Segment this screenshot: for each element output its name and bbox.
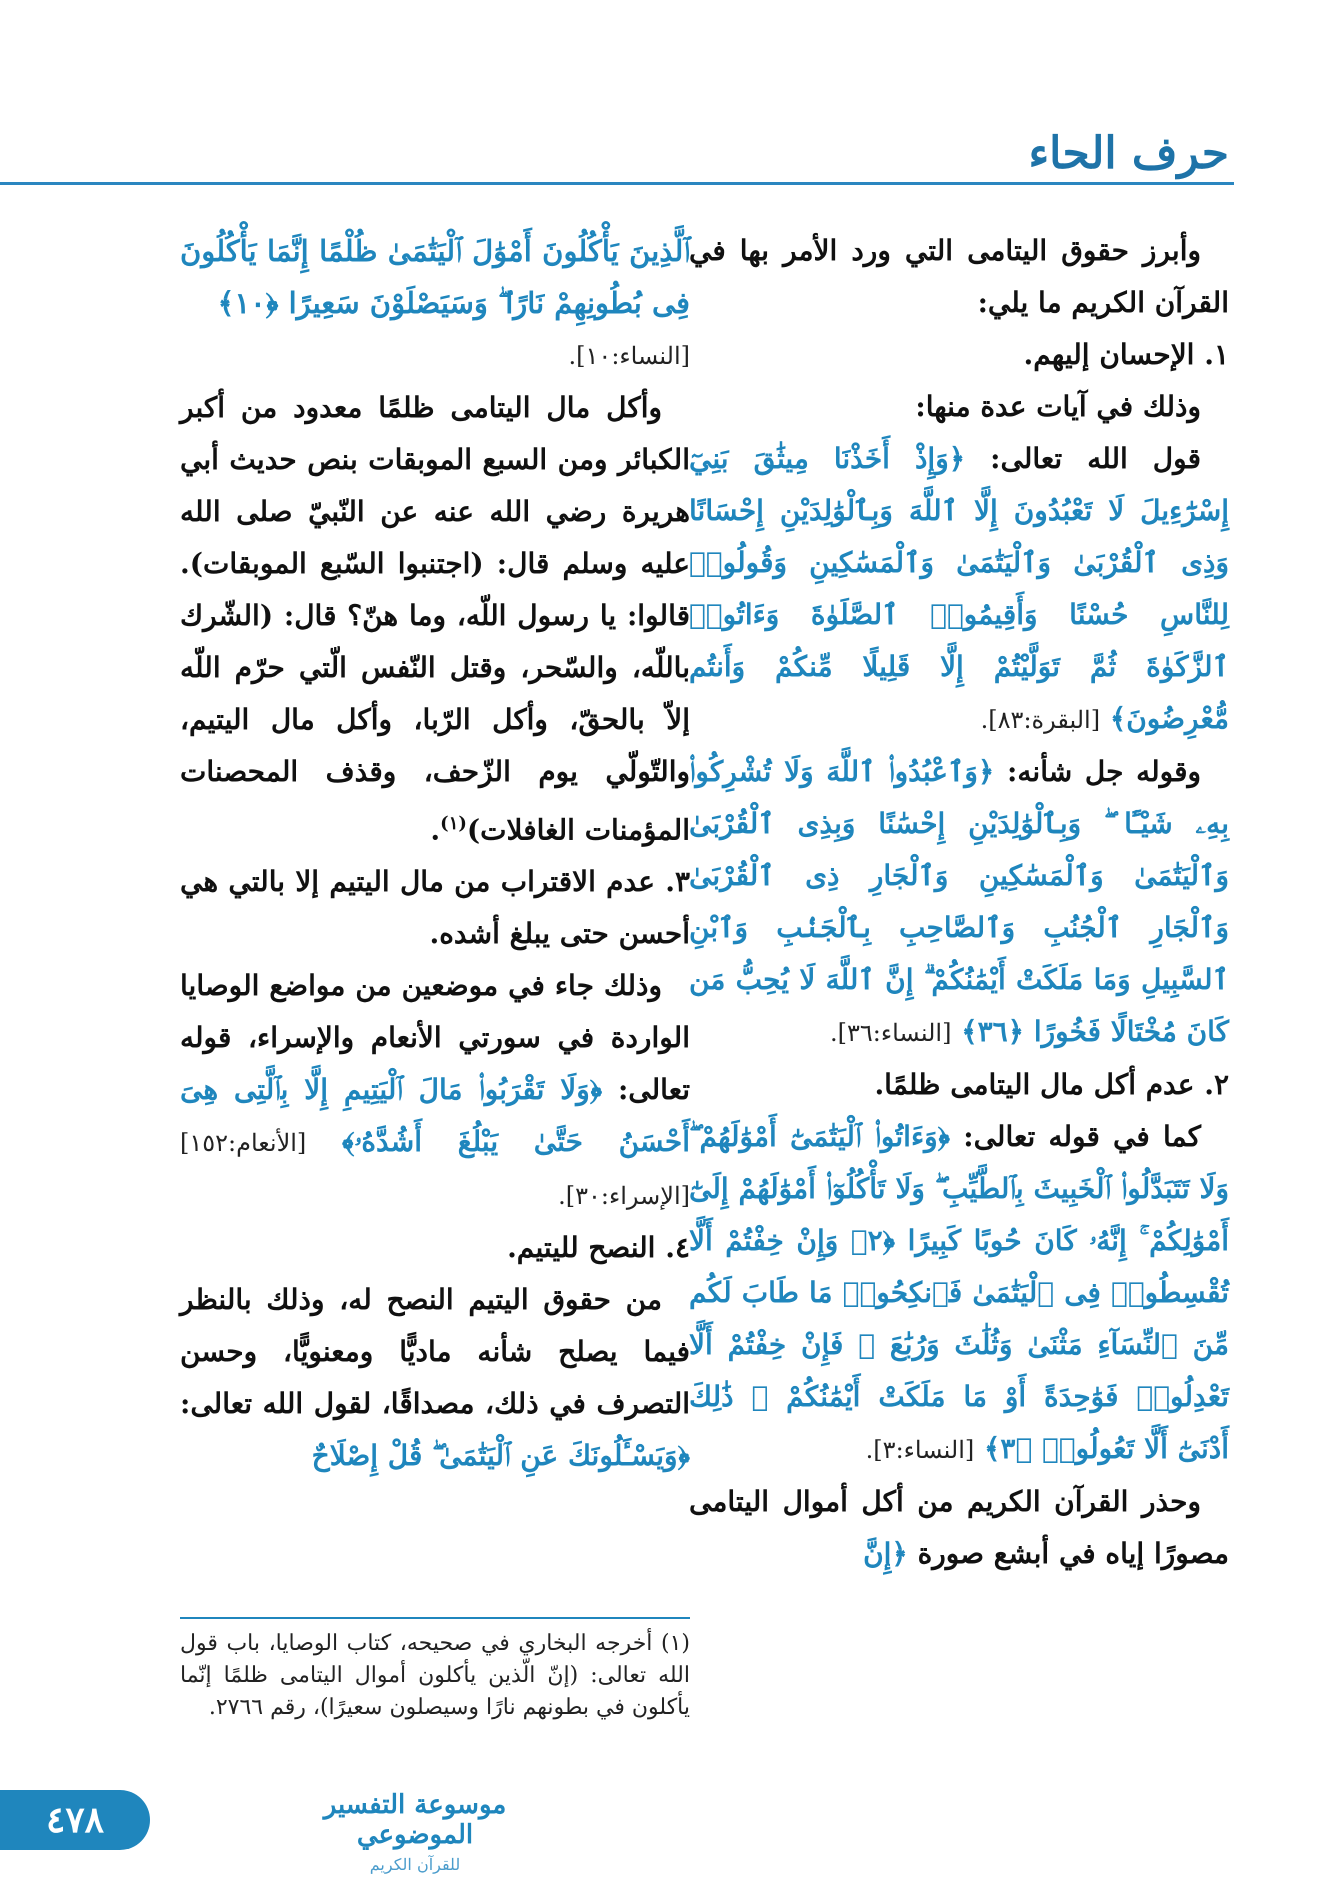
publication-logo [280,1790,550,1874]
verse-reference: [النساء:٣٦]. [829,1019,952,1047]
verse-lead: وذلك جاء في موضعين من مواضع الوصايا الواردة في سورتي الأنعام والإسراء، قوله تعالى: [180,969,691,1107]
verse-lead: وقوله جل شأنه: [1007,755,1201,788]
header-divider [0,182,1234,185]
logo-subtitle: للقرآن الكريم [369,1855,461,1874]
quran-verse: ﴿وَلَا تَقْرَبُوا۟ مَالَ ٱلْيَتِيمِ إِلَّا بِٱلَّتِى هِىَ أَحْسَنُ حَتَّىٰ يَبْلُغَ أَشُدَّهُۥ﴾ [180,1073,690,1159]
paragraph-with-verse [180,960,690,1222]
footnote: (١) أخرجه البخاري في صحيحه، كتاب الوصايا، باب قول الله تعالى: (إنّ الّذين يأكلون أموال اليتامى ظلمًا إنّما يأكلون في بطونهم نارًا وسيصلون سعيرًا)، رقم ٢٧٦٦. [180,1631,690,1720]
verse-reference: [الأنعام:١٥٢] [الإسراء:٣٠]. [180,1129,690,1211]
quran-verse: ﴿وَٱعْبُدُوا۟ ٱللَّهَ وَلَا تُشْرِكُوا۟ بِهِۦ شَيْـًٔا ۖ وَبِٱلْوَٰلِدَيْنِ إِحْسَٰنًا وَبِذِى ٱلْقُرْبَىٰ وَٱلْيَتَٰمَىٰ وَٱلْمَسَٰكِينِ وَٱلْجَارِ ذِى ٱلْقُرْبَىٰ وَٱلْجَارِ ٱلْجُنُبِ وَٱلصَّاحِبِ بِٱلْجَنۢبِ وَٱبْنِ ٱلسَّبِيلِ وَمَا مَلَكَتْ أَيْمَٰنُكُمْ ۗ إِنَّ ٱللَّهَ لَا يُحِبُّ مَن كَانَ مُخْتَالًا فَخُورًا ﴿٣٦﴾ [689,755,1229,1048]
verse-lead: كما في قوله تعالى: [963,1120,1202,1153]
verse-lead: من حقوق اليتيم النصح له، وذلك بالنظر فيما يصلح شأنه ماديًّا ومعنويًّا، وحسن التصرف في ذلك، مصداقًا، لقول الله تعالى: [180,1283,690,1421]
section-title: حرف الحاء [1028,128,1229,179]
paragraph [689,1476,1229,1580]
page-number: ٤٧٨ [46,1799,105,1841]
quran-verse: ﴿وَإِذْ أَخَذْنَا مِيثَٰقَ بَنِيٓ إِسْرَٰٓءِيلَ لَا تَعْبُدُونَ إِلَّا ٱللَّهَ وَبِٱلْوَٰلِدَيْنِ إِحْسَانًا وَذِى ٱلْقُرْبَىٰ وَٱلْيَتَٰمَىٰ وَٱلْمَسَٰكِينِ وَقُولُوا۟ لِلنَّاسِ حُسْنًا وَأَقِيمُوا۟ ٱلصَّلَوٰةَ وَءَاتُوا۟ ٱلزَّكَوٰةَ ثُمَّ تَوَلَّيْتُمْ إِلَّا قَلِيلًا مِّنكُمْ وَأَنتُم مُّعْرِضُونَ﴾ [689,442,1229,735]
paragraph-with-verse [180,1274,690,1482]
paragraph-text: وحذر القرآن الكريم من أكل أموال اليتامى مصورًا إياه في أبشع صورة [689,1485,1229,1570]
heading-2: ٢. عدم أكل مال اليتامى ظلمًا. [874,1068,1229,1101]
verse-lead: قول الله تعالى: [990,442,1201,475]
hadith-paragraph [180,382,690,856]
heading-3: ٣. عدم الاقتراب من مال اليتيم إلا بالتي هي أحسن حتى يبلغ أشده. [180,865,690,951]
right-column [689,225,1229,1580]
quran-verse: ﴿وَيَسْـَٔلُونَكَ عَنِ ٱلْيَتَٰمَىٰ ۖ قُلْ إِصْلَاحٌ [311,1439,690,1473]
quran-verse-continuation: ٱلَّذِينَ يَأْكُلُونَ أَمْوَٰلَ ٱلْيَتَٰمَىٰ ظُلْمًا إِنَّمَا يَأْكُلُونَ فِى بُطُونِهِمْ نَارًا ۖ وَسَيَصْلَوْنَ سَعِيرًا ﴿١٠﴾ [180,234,690,320]
logo-title: موسوعة التفسير الموضوعي [323,1790,507,1850]
paragraph-with-verse [689,1111,1229,1476]
paragraph-text: وأكل مال اليتامى ظلمًا معدود من أكبر الكبائر ومن السبع الموبقات بنص حديث أبي هريرة رضي الله عنه عن النّبيّ صلى الله عليه وسلم قال: (اجتنبوا السّبع الموبقات). قالوا: يا رسول اللّه، وما هنّ؟ قال: (الشّرك باللّه، والسّحر، وقتل النّفس الّتي حرّم اللّه إلاّ بالحقّ، وأكل الرّبا، وأكل مال اليتيم، والتّولّي يوم الزّحف، وقذف المحصنات المؤمنات الغافلات) [180,391,690,847]
quran-verse-start: ﴿إِنَّ [863,1537,908,1570]
paragraph-with-verse [689,433,1229,746]
paragraph: وذلك في آيات عدة منها: [915,390,1201,423]
page-number-badge [0,1790,150,1850]
paragraph-with-verse [689,746,1229,1059]
left-column [180,225,690,1482]
footnote-marker: (١) [440,813,467,834]
verse-reference: [النساء:٣]. [865,1436,975,1464]
heading-1: ١. الإحسان إليهم. [1023,338,1229,371]
intro-paragraph: وأبرز حقوق اليتامى التي ورد الأمر بها في القرآن الكريم ما يلي: [689,234,1229,319]
footnote-divider [180,1617,690,1619]
verse-reference: [النساء:١٠]. [568,342,690,370]
verse-reference: [البقرة:٨٣]. [980,706,1101,734]
heading-4: ٤. النصح لليتيم. [507,1231,690,1265]
paragraph-end: . [430,813,441,847]
quran-verse: ﴿وَءَاتُوا۟ ٱلْيَتَٰمَىٰٓ أَمْوَٰلَهُمْ ۖ وَلَا تَتَبَدَّلُوا۟ ٱلْخَبِيثَ بِٱلطَّيِّبِ ۖ وَلَا تَأْكُلُوٓا۟ أَمْوَٰلَهُمْ إِلَىٰٓ أَمْوَٰلِكُمْ ۚ إِنَّهُۥ كَانَ حُوبًا كَبِيرًا ﴿٢﴾ وَإِنْ خِفْتُمْ أَلَّا تُقْسِطُوا۟ فِى ٱلْيَتَٰمَىٰ فَٱنكِحُوا۟ مَا طَابَ لَكُم مِّنَ ٱلنِّسَآءِ مَثْنَىٰ وَثُلَٰثَ وَرُبَٰعَ ۖ فَإِنْ خِفْتُمْ أَلَّا تَعْدِلُوا۟ فَوَٰحِدَةً أَوْ مَا مَلَكَتْ أَيْمَٰنُكُمْ ۚ ذَٰلِكَ أَدْنَىٰٓ أَلَّا تَعُولُوا۟ ﴿٣﴾ [689,1120,1230,1465]
